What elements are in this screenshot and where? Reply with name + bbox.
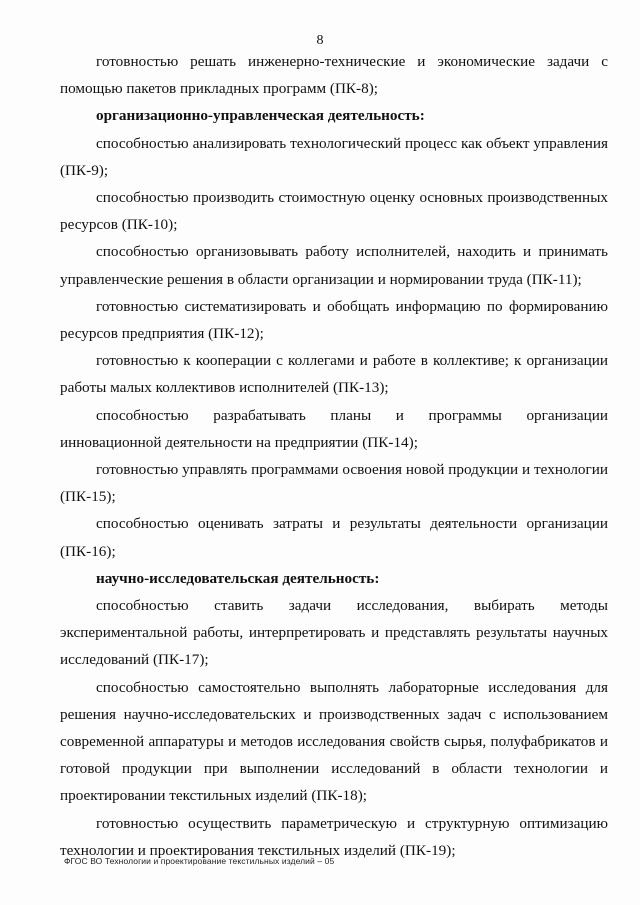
paragraph-pk10: способностью производить стоимостную оценку основных производственных ресурсов (ПК-10); [60, 189, 608, 234]
section-heading-research: научно-исследовательская деятельность: [96, 569, 380, 587]
page-footer: ФГОС ВО Технологии и проектирование текстильных изделий – 05 [64, 856, 335, 866]
paragraph-pk14: способностью разрабатывать планы и программы организации инновационной деятельности на предприятии (ПК-14); [60, 406, 608, 451]
paragraph-pk16: способностью оценивать затраты и результаты деятельности организации (ПК-16); [60, 515, 608, 560]
page-number: 8 [316, 33, 324, 48]
document-body [60, 48, 608, 864]
paragraph-pk9: способностью анализировать технологический процесс как объект управления (ПК-9); [60, 134, 608, 179]
paragraph-pk13: готовностью к кооперации с коллегами и работе в коллективе; к организации работы малых коллективов исполнителей (ПК-13); [60, 352, 608, 397]
paragraph-pk11: способностью организовывать работу исполнителей, находить и принимать управленческие решения в области организации и нормировании труда (ПК-11); [60, 243, 608, 288]
paragraph-pk19: готовностью осуществить параметрическую и структурную оптимизацию технологии и проектирования текстильных изделий (ПК-19); [60, 814, 608, 859]
paragraph-pk12: готовностью систематизировать и обобщать информацию по формированию ресурсов предприятия (ПК-12); [60, 297, 608, 343]
paragraph-pk15: готовностью управлять программами освоения новой продукции и технологии (ПК-15); [60, 461, 608, 506]
paragraph-pk8: готовностью решать инженерно-технические и экономические задачи с помощью пакетов прикладных программ (ПК-8); [60, 53, 608, 98]
section-heading-organizational: организационно-управленческая деятельность: [96, 107, 425, 125]
paragraph-pk18: способностью самостоятельно выполнять лабораторные исследования для решения научно-исследовательских и производственных задач с использованием современной аппаратуры и методов исследования свойств сырья, полуфабрикатов и готовой продукции при выполнении исследований в области технологии и проектировании текстильных изделий (ПК-18); [60, 678, 608, 805]
paragraph-pk17: способностью ставить задачи исследования, выбирать методы экспериментальной работы, интерпретировать и представлять результаты научных исследований (ПК-17); [60, 597, 608, 669]
